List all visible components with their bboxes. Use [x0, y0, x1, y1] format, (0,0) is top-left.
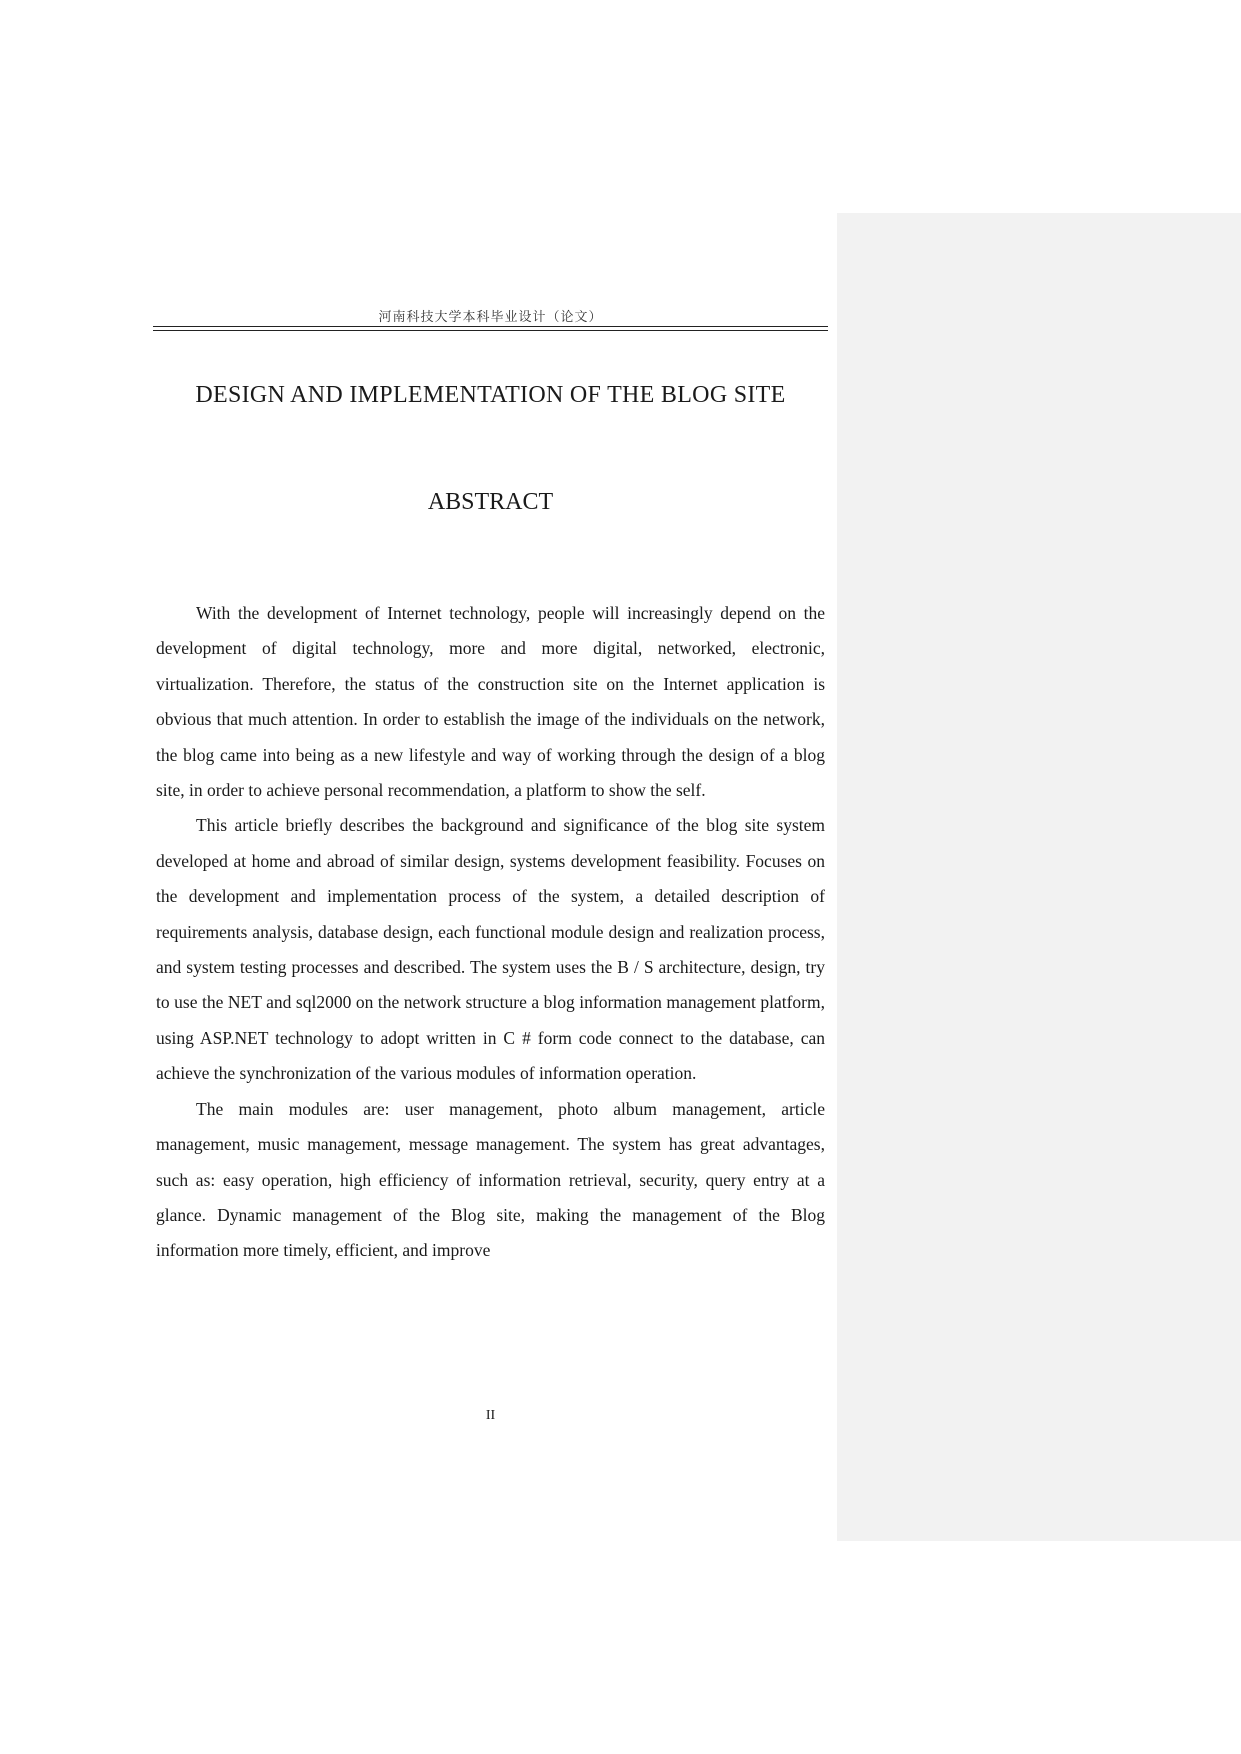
header-rule-thin	[153, 330, 828, 331]
abstract-heading: ABSTRACT	[427, 489, 554, 515]
comment-pane	[837, 213, 1241, 1541]
abstract-paragraph: With the development of Internet technology, people will increasingly depend on the development of digital technology, more and more digital, networked, electronic, virtualization. Therefore, the status of the construction site on the Internet application is obvious that much attention. In order to establish the image of the individuals on the network, the blog came into being as a new lifestyle and way of working through the design of a blog site, in order to achieve personal recommendation, a platform to show the self.	[156, 603, 825, 801]
abstract-body	[156, 596, 825, 1269]
header-rule	[153, 326, 828, 327]
page-number: II	[485, 1408, 496, 1423]
running-header: 河南科技大学本科毕业设计（论文）	[378, 309, 603, 324]
document-title: DESIGN AND IMPLEMENTATION OF THE BLOG SITE	[195, 382, 786, 408]
abstract-paragraph: This article briefly describes the background and significance of the blog site system developed at home and abroad of similar design, systems development feasibility. Focuses on the development and implementation process of the system, a detailed description of requirements analysis, database design, each functional module design and realization process, and system testing processes and described. The system uses the B / S architecture, design, try to use the NET and sql2000 on the network structure a blog information management platform, using ASP.NET technology to adopt written in C # form code connect to the database, can achieve the synchronization of the various modules of information operation.	[156, 815, 825, 1084]
abstract-paragraph: The main modules are: user management, photo album management, article management, music management, message management. The system has great advantages, such as: easy operation, high efficiency of information retrieval, security, query entry at a glance. Dynamic management of the Blog site, making the management of the Blog information more timely, efficient, and improve	[156, 1098, 825, 1261]
